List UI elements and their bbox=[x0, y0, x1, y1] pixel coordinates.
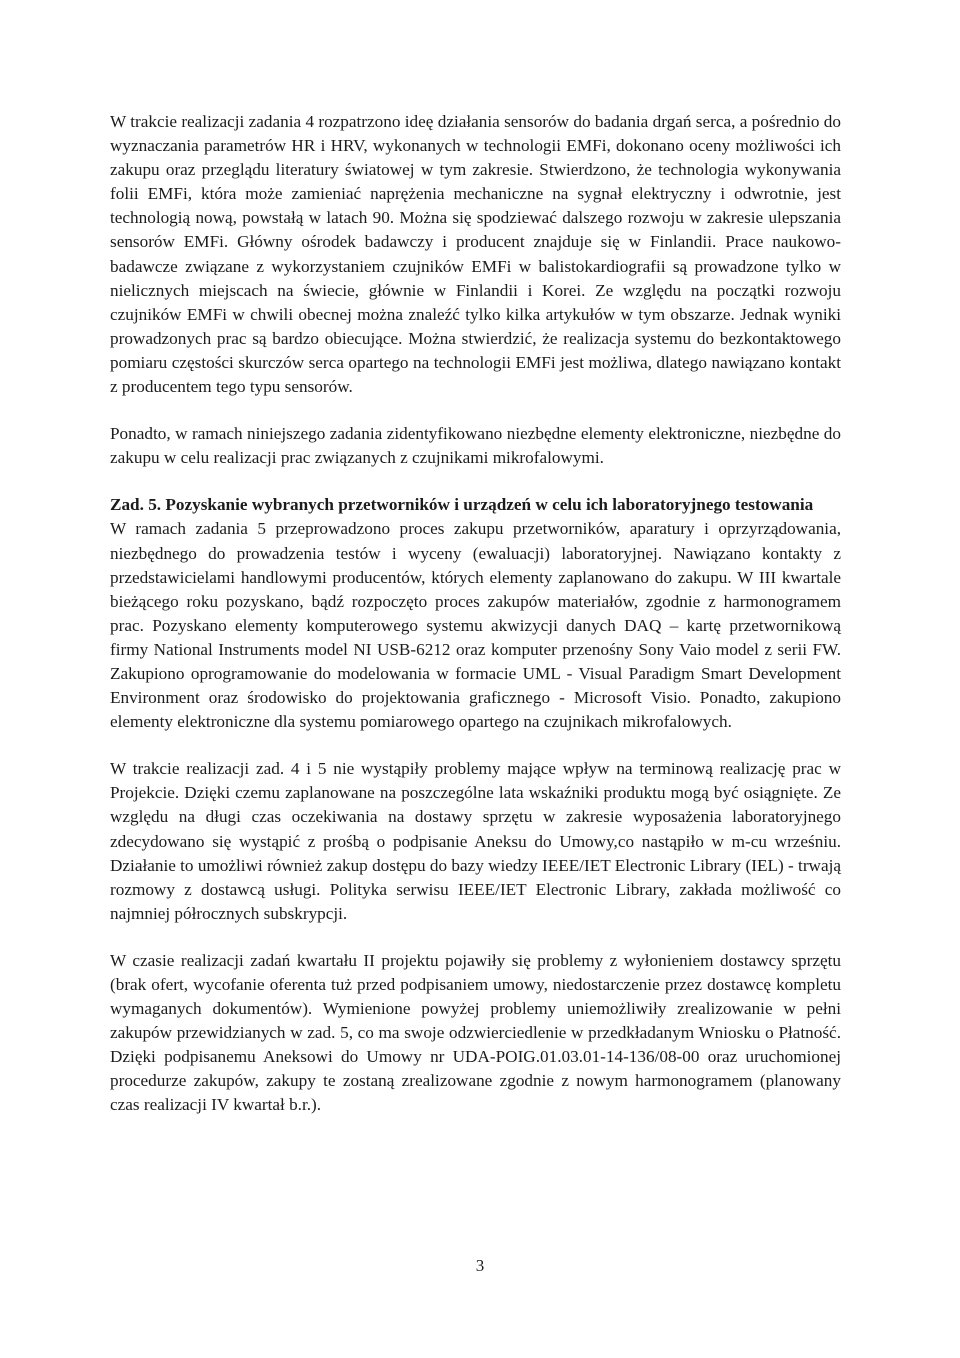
paragraph-quarter-problems: W czasie realizacji zadań kwartału II projektu pojawiły się problemy z wyłonieniem dostawcy sprzętu (brak ofert, wycofanie oferenta tuż przed podpisaniem umowy, niedostarczenie przez dostawcę kompletu wymaganych dokumentów). Wymienione powyżej problemy uniemożliwiły zrealizowanie w pełni zakupów przewidzianych w zad. 5, co ma swoje odzwierciedlenie w przedkładanym Wniosku o Płatność. Dzięki podpisanemu Aneksowi do Umowy nr UDA-POIG.01.03.01-14-136/08-00 oraz uruchomionej procedurze zakupów, zakupy te zostaną zrealizowane zgodnie z nowym harmonogramem (planowany czas realizacji IV kwartał b.r.). bbox=[110, 950, 841, 1115]
section-heading-task5: Zad. 5. Pozyskanie wybranych przetworników i urządzeń w celu ich laboratoryjnego testowania bbox=[110, 495, 814, 515]
document-body bbox=[110, 110, 841, 1118]
page-number: 3 bbox=[475, 1256, 485, 1275]
paragraph-no-problems: W trakcie realizacji zad. 4 i 5 nie wystąpiły problemy mające wpływ na terminową realizację prac w Projekcie. Dzięki czemu zaplanowane na poszczególne lata wskaźniki produktu mogą być osiągnięte. Ze względu na długi czas oczekiwania na dostawy sprzętu w zakresie wyposażenia laboratoryjnego zdecydowano się wystąpić z prośbą o podpisanie Aneksu do Umowy,co nastąpiło w m-cu wrześniu. Działanie to umożliwi również zakup dostępu do bazy wiedzy IEEE/IET Electronic Library (IEL) - trwają rozmowy z dostawcą usługi. Polityka serwisu IEEE/IET Electronic Library, zakłada możliwość co najmniej półrocznych subskrypcji. bbox=[110, 759, 841, 923]
paragraph-electronic-elements: Ponadto, w ramach niniejszego zadania zidentyfikowano niezbędne elementy elektroniczne, niezbędne do zakupu w celu realizacji prac związanych z czujnikami mikrofalowymi. bbox=[110, 424, 841, 468]
paragraph-task4-sensors: W trakcie realizacji zadania 4 rozpatrzono ideę działania sensorów do badania drgań serca, a pośrednio do wyznaczania parametrów HR i HRV, wykonanych w technologii EMFi, dokonano oceny możliwości ich zakupu oraz przeglądu literatury światowej w tym zakresie. Stwierdzono, że technologia wykonywania folii EMFi, która może zamieniać naprężenia mechaniczne na sygnał elektryczny i odwrotnie, jest technologią nową, powstałą w latach 90. Można się spodziewać dalszego rozwoju w zakresie ulepszania sensorów EMFi. Główny ośrodek badawczy i producent znajduje się w Finlandii. Prace naukowo-badawcze związane z wykorzystaniem czujników EMFi w balistokardiografii są prowadzone tylko w nielicznych miejscach na świecie, głównie w Finlandii i Korei. Ze względu na początki rozwoju czujników EMFi w chwili obecnej można znaleźć tylko kilka artykułów w tym obszarze. Jednak wyniki prowadzonych prac są bardzo obiecujące. Można stwierdzić, że realizacja systemu do bezkontaktowego pomiaru częstości skurczów serca opartego na technologii EMFi jest możliwa, dlatego nawiązano kontakt z producentem tego typu sensorów. bbox=[110, 112, 841, 397]
paragraph-task5-purchases: W ramach zadania 5 przeprowadzono proces zakupu przetworników, aparatury i oprzyrządowania, niezbędnego do prowadzenia testów i wyceny (ewaluacji) laboratoryjnej. Nawiązano kontakty z przedstawicielami handlowymi producentów, których elementy zaplanowano do zakupu. W III kwartale bieżącego roku pozyskano, bądź rozpoczęto proces zakupów materiałów, zgodnie z harmonogramem prac. Pozyskano elementy komputerowego systemu akwizycji danych DAQ – kartę przetwornikową firmy National Instruments model NI USB-6212 oraz komputer przenośny Sony Vaio model z serii FW. Zakupiono oprogramowanie do modelowania w formacie UML - Visual Paradigm Smart Development Environment oraz środowisko do projektowania graficznego - Microsoft Visio. Ponadto, zakupiono elementy elektroniczne dla systemu pomiarowego opartego na czujnikach mikrofalowych. bbox=[110, 519, 841, 732]
